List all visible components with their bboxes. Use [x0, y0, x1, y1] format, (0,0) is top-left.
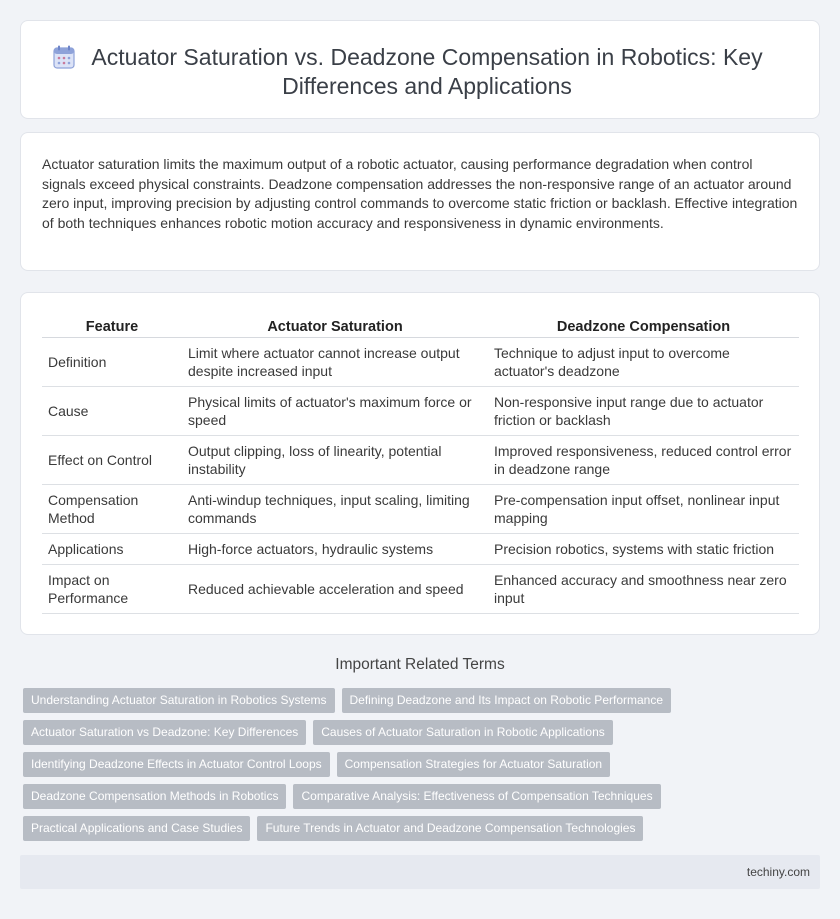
table-cell: Enhanced accuracy and smoothness near zero input — [488, 565, 799, 614]
related-term-tag[interactable]: Causes of Actuator Saturation in Robotic Applications — [313, 720, 613, 745]
related-term-tag[interactable]: Deadzone Compensation Methods in Robotics — [23, 784, 286, 809]
intro-card — [20, 132, 820, 271]
related-term-tag[interactable]: Defining Deadzone and Its Impact on Robotic Performance — [342, 688, 672, 713]
page-title: Actuator Saturation vs. Deadzone Compensation in Robotics: Key Differences and Applications — [91, 44, 763, 99]
table-cell: Definition — [42, 338, 182, 387]
column-header: Actuator Saturation — [182, 317, 488, 338]
table-cell: High-force actuators, hydraulic systems — [182, 534, 488, 565]
table-cell: Technique to adjust input to overcome actuator's deadzone — [488, 338, 799, 387]
table-cell: Improved responsiveness, reduced control error in deadzone range — [488, 436, 799, 485]
related-term-tag[interactable]: Comparative Analysis: Effectiveness of Compensation Techniques — [293, 784, 660, 809]
table-cell: Applications — [42, 534, 182, 565]
table-cell: Precision robotics, systems with static friction — [488, 534, 799, 565]
table-cell: Physical limits of actuator's maximum force or speed — [182, 387, 488, 436]
site-link[interactable]: techiny.com — [746, 865, 810, 879]
related-term-tag[interactable]: Practical Applications and Case Studies — [23, 816, 250, 841]
table-cell: Output clipping, loss of linearity, potential instability — [182, 436, 488, 485]
column-header: Feature — [42, 317, 182, 338]
tag-row — [23, 816, 643, 841]
table-cell: Limit where actuator cannot increase output despite increased input — [182, 338, 488, 387]
table-row — [42, 387, 799, 436]
table-cell: Reduced achievable acceleration and speed — [182, 565, 488, 614]
table-cell: Compensation Method — [42, 485, 182, 534]
comparison-table — [42, 317, 799, 614]
related-terms-heading: Important Related Terms — [335, 656, 505, 673]
tag-row — [23, 720, 613, 745]
tag-row — [23, 688, 671, 713]
comparison-table-card — [20, 292, 820, 635]
table-cell: Pre-compensation input offset, nonlinear input mapping — [488, 485, 799, 534]
related-term-tag[interactable]: Identifying Deadzone Effects in Actuator Control Loops — [23, 752, 330, 777]
related-term-tag[interactable]: Compensation Strategies for Actuator Saturation — [337, 752, 610, 777]
table-row — [42, 338, 799, 387]
tag-row — [23, 752, 610, 777]
related-term-tag[interactable]: Future Trends in Actuator and Deadzone Compensation Technologies — [257, 816, 643, 841]
footer — [20, 855, 820, 889]
tag-row — [23, 784, 661, 809]
table-cell: Cause — [42, 387, 182, 436]
table-row — [42, 565, 799, 614]
table-row — [42, 534, 799, 565]
intro-paragraph: Actuator saturation limits the maximum output of a robotic actuator, causing performance degradation when control signals exceed physical constraints. Deadzone compensation addresses the non-responsive range of an actuator around zero input, improving precision by adjusting control commands to overcome static friction or backlash. Effective integration of both techniques enhances robotic motion accuracy and responsiveness in dynamic environments. — [42, 156, 798, 231]
table-row — [42, 436, 799, 485]
table-row — [42, 485, 799, 534]
table-cell: Anti-windup techniques, input scaling, limiting commands — [182, 485, 488, 534]
related-term-tag[interactable]: Actuator Saturation vs Deadzone: Key Differences — [23, 720, 306, 745]
table-cell: Impact on Performance — [42, 565, 182, 614]
title-card — [20, 20, 820, 119]
related-term-tag[interactable]: Understanding Actuator Saturation in Robotics Systems — [23, 688, 335, 713]
column-header: Deadzone Compensation — [488, 317, 799, 338]
table-cell: Effect on Control — [42, 436, 182, 485]
table-header-row — [42, 317, 799, 338]
table-cell: Non-responsive input range due to actuator friction or backlash — [488, 387, 799, 436]
